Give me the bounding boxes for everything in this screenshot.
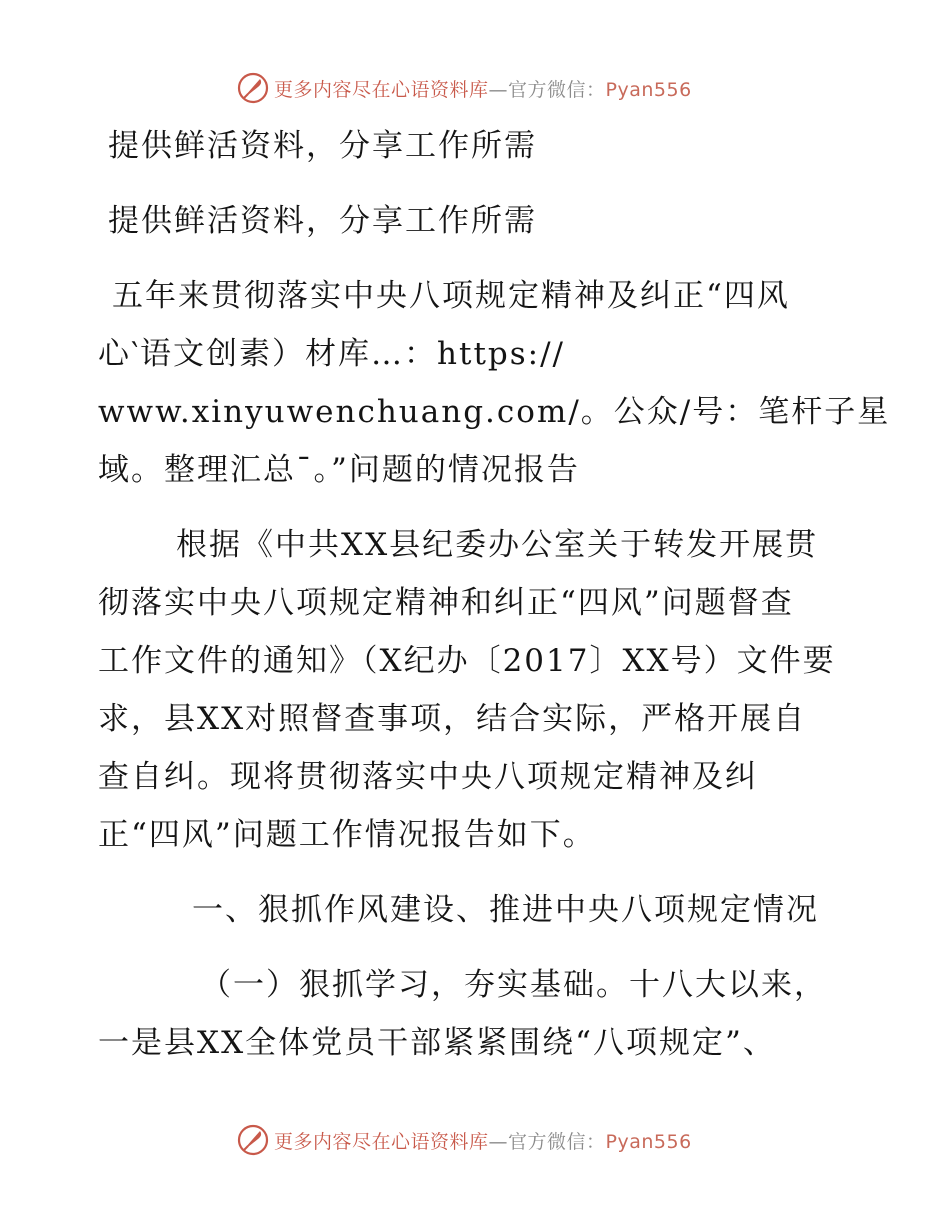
body-line-3: 工作文件的通知》（X纪办〔2017〕XX号）文件要 xyxy=(98,643,836,679)
quill-logo-icon xyxy=(236,71,270,105)
sub-line-1: （一）狠抓学习，夯实基础。十八大以来， xyxy=(200,967,827,1003)
title-line-2: 心‵语文创素）材库…：https:// xyxy=(98,336,566,372)
watermark-code: Pyan556 xyxy=(605,78,692,101)
title-line-3: www.xinyuwenchuang.com/。公众/号：笔杆子星 xyxy=(98,394,891,430)
watermark-sub: 官方微信： xyxy=(508,1130,606,1153)
sub-line-2: 一是县XX全体党员干部紧紧围绕“八项规定”、 xyxy=(98,1025,776,1061)
watermark-code: Pyan556 xyxy=(605,1130,692,1153)
watermark-dash: — xyxy=(488,1130,509,1153)
watermark-banner-top xyxy=(236,70,756,106)
watermark-main: 更多内容尽在心语资料库 xyxy=(274,1130,489,1153)
watermark-text xyxy=(274,1127,692,1154)
body-line-6: 正“四风”问题工作情况报告如下。 xyxy=(98,817,596,853)
body-line-1: 根据《中共XX县纪委办公室关于转发开展贯 xyxy=(176,527,819,563)
body-line-2: 彻落实中央八项规定精神和纠正“四风”问题督查 xyxy=(98,585,794,621)
title-line-1: 五年来贯彻落实中央八项规定精神及纠正“四风 xyxy=(112,278,790,314)
watermark-dash: — xyxy=(488,78,509,101)
watermark-sub: 官方微信： xyxy=(508,78,606,101)
watermark-banner-bottom xyxy=(236,1122,756,1158)
body-line-5: 查自纠。现将贯彻落实中央八项规定精神及纠 xyxy=(98,759,758,795)
section-heading: 一、狠抓作风建设、推进中央八项规定情况 xyxy=(192,892,819,928)
title-line-4: 域。整理汇总¯。”问题的情况报告 xyxy=(98,452,580,488)
body-line-4: 求，县XX对照督查事项，结合实际，严格开展自 xyxy=(98,701,807,737)
watermark-text xyxy=(274,75,692,102)
watermark-main: 更多内容尽在心语资料库 xyxy=(274,78,489,101)
quill-logo-icon xyxy=(236,1123,270,1157)
tagline-2: 提供鲜活资料，分享工作所需 xyxy=(108,203,537,239)
tagline-1: 提供鲜活资料，分享工作所需 xyxy=(108,128,537,164)
